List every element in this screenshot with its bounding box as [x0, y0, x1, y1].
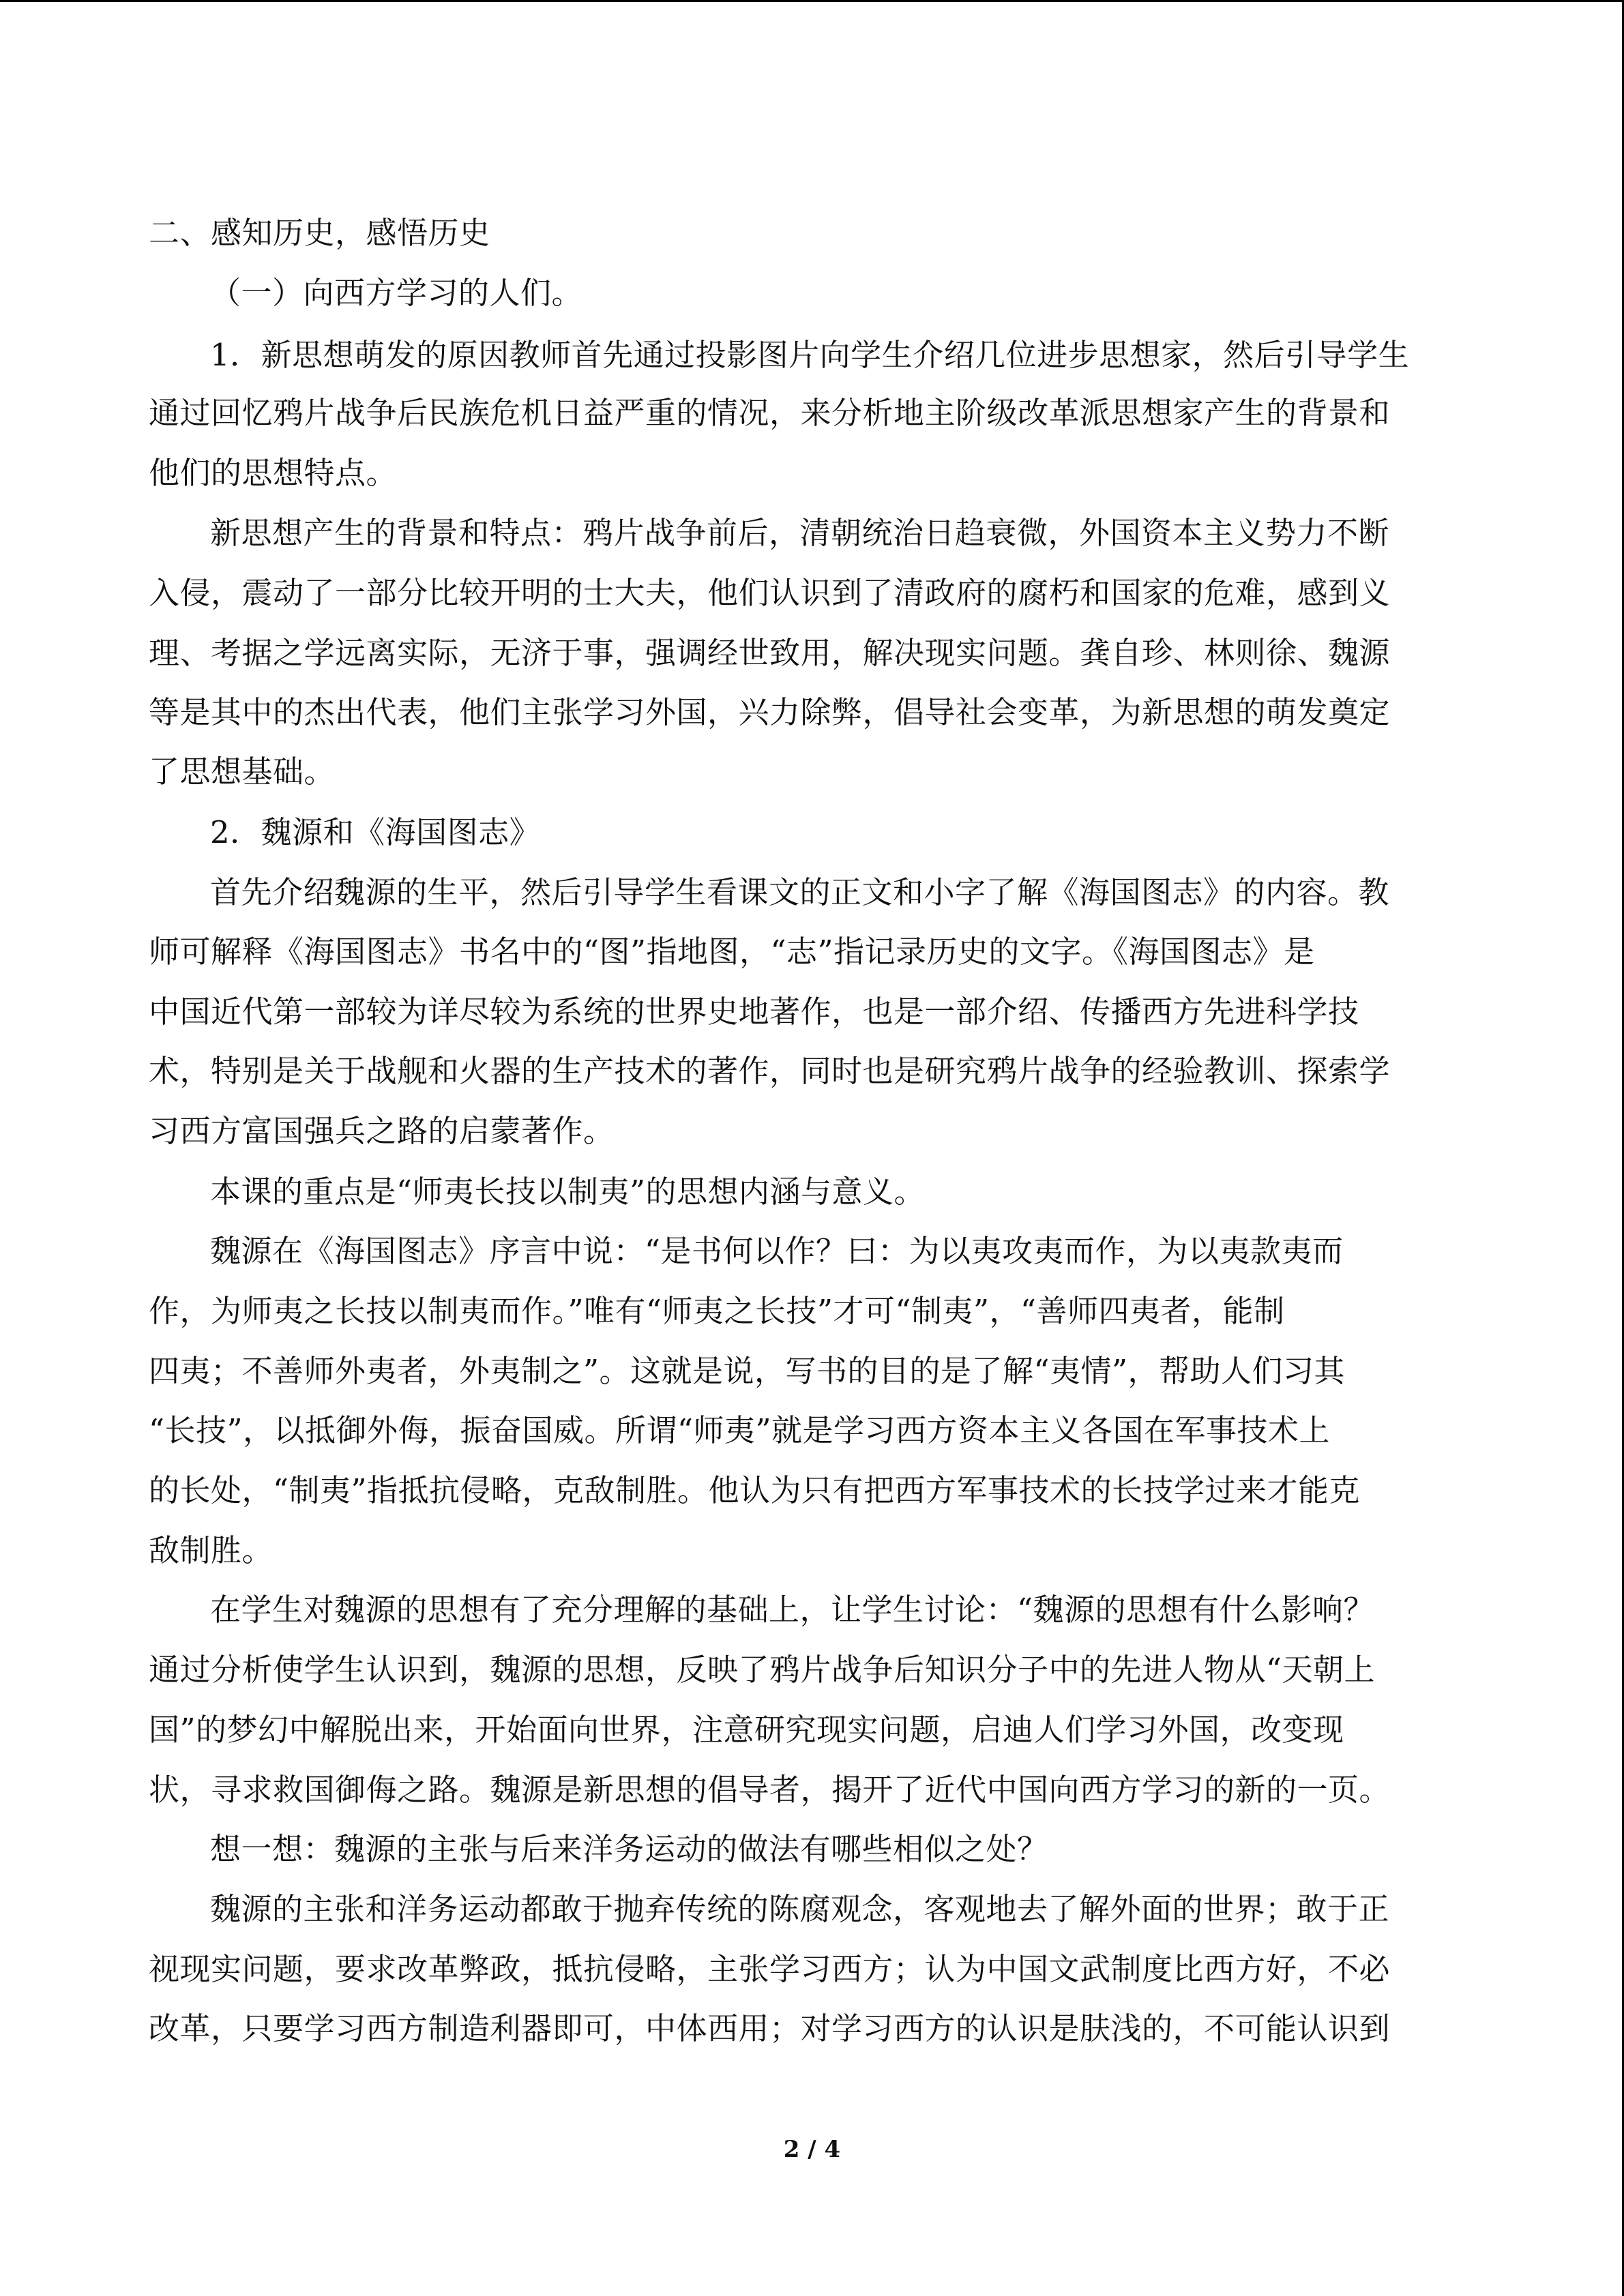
paragraph-line: 视现实问题，要求改革弊政，抵抗侵略，主张学习西方；认为中国文武制度比西方好，不必 — [149, 1951, 1391, 1987]
section-heading: 二、感知历史，感悟历史 — [149, 215, 490, 251]
paragraph-line: 1．新思想萌发的原因教师首先通过投影图片向学生介绍几位进步思想家，然后引导学生 — [210, 337, 1410, 373]
paragraph-line: 理、考据之学远离实际，无济于事，强调经世致用，解决现实问题。龚自珍、林则徐、魏源 — [149, 635, 1391, 671]
paragraph-line: 新思想产生的背景和特点：鸦片战争前后，清朝统治日趋衰微，外国资本主义势力不断 — [210, 515, 1390, 551]
page-number: 2 / 4 — [783, 2136, 841, 2163]
paragraph-line: 入侵，震动了一部分比较开明的士大夫，他们认识到了清政府的腐朽和国家的危难，感到义 — [149, 575, 1391, 611]
subsection-heading: 2．魏源和《海国图志》 — [210, 814, 541, 850]
paragraph-line: 在学生对魏源的思想有了充分理解的基础上，让学生讨论：“魏源的思想有什么影响？ — [210, 1592, 1375, 1628]
paragraph-line: 状，寻求救国御侮之路。魏源是新思想的倡导者，揭开了近代中国向西方学习的新的一页。 — [149, 1772, 1391, 1808]
paragraph-line: 师可解释《海国图志》书名中的“图”指地图，“志”指记录历史的文字。《海国图志》是 — [149, 934, 1315, 970]
paragraph-line: 习西方富国强兵之路的启蒙著作。 — [149, 1113, 615, 1149]
paragraph-line: 术，特别是关于战舰和火器的生产技术的著作，同时也是研究鸦片战争的经验教训、探索学 — [149, 1053, 1391, 1089]
paragraph-line: 四夷；不善师外夷者，外夷制之”。这就是说，写书的目的是了解“夷情”，帮助人们习其 — [149, 1353, 1346, 1389]
subsection-heading: （一）向西方学习的人们。 — [210, 275, 583, 311]
paragraph-line: 作，为师夷之长技以制夷而作。”唯有“师夷之长技”才可“制夷”，“善师四夷者，能制 — [149, 1293, 1285, 1329]
paragraph-line: 敌制胜。 — [149, 1532, 274, 1568]
paragraph-line: 魏源在《海国图志》序言中说：“是书何以作？曰：为以夷攻夷而作，为以夷款夷而 — [210, 1233, 1344, 1269]
paragraph-line: 的长处，“制夷”指抵抗侵略，克敌制胜。他认为只有把西方军事技术的长技学过来才能克 — [149, 1472, 1361, 1508]
paragraph-line: 通过回忆鸦片战争后民族危机日益严重的情况，来分析地主阶级改革派思想家产生的背景和 — [149, 395, 1391, 431]
paragraph-line: 本课的重点是“师夷长技以制夷”的思想内涵与意义。 — [210, 1174, 926, 1210]
paragraph-line: 中国近代第一部较为详尽较为系统的世界史地著作，也是一部介绍、传播西方先进科学技 — [149, 994, 1359, 1030]
paragraph-line: 想一想：魏源的主张与后来洋务运动的做法有哪些相似之处？ — [210, 1831, 1048, 1867]
paragraph-line: 首先介绍魏源的生平，然后引导学生看课文的正文和小字了解《海国图志》的内容。教 — [210, 874, 1390, 910]
paragraph-line: 国”的梦幻中解脱出来，开始面向世界，注意研究现实问题，启迪人们学习外国，改变现 — [149, 1712, 1344, 1748]
paragraph-line: 改革，只要学习西方制造利器即可，中体西用；对学习西方的认识是肤浅的，不可能认识到 — [149, 2010, 1391, 2046]
paragraph-line: 魏源的主张和洋务运动都敢于抛弃传统的陈腐观念，客观地去了解外面的世界；敢于正 — [210, 1891, 1390, 1927]
paragraph-line: 了思想基础。 — [149, 754, 336, 790]
paragraph-line: 等是其中的杰出代表，他们主张学习外国，兴力除弊，倡导社会变革，为新思想的萌发奠定 — [149, 694, 1391, 730]
paragraph-line: “长技”，以抵御外侮，振奋国威。所谓“师夷”就是学习西方资本主义各国在军事技术上 — [149, 1412, 1331, 1448]
paragraph-line: 他们的思想特点。 — [149, 455, 398, 491]
paragraph-line: 通过分析使学生认识到，魏源的思想，反映了鸦片战争后知识分子中的先进人物从“天朝上 — [149, 1652, 1376, 1688]
